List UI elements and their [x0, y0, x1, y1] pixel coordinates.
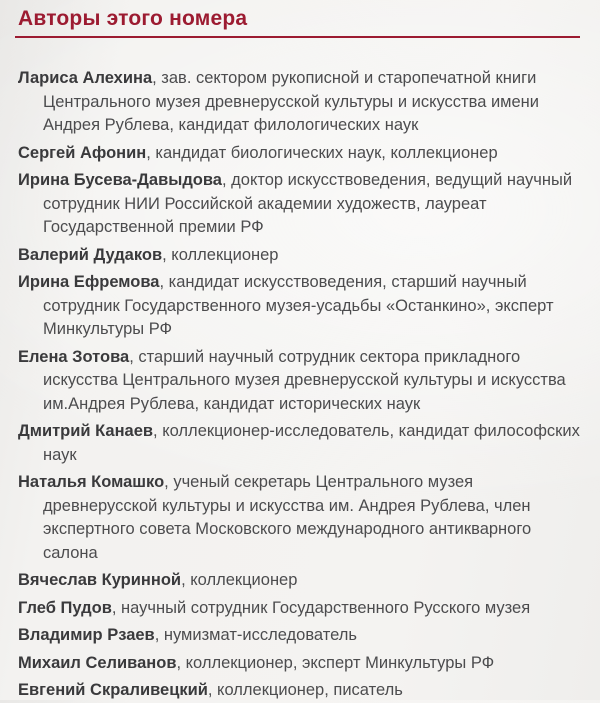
author-role: , кандидат биологических наук, коллекционер	[146, 143, 498, 162]
author-role: , старший научный сотрудник сектора прикладного искусства Центрального музея древнерусской культуры и искусства им.Андрея Рублева, кандидат исторических наук	[43, 347, 566, 413]
author-role: , ученый секретарь Центрального музея древнерусской культуры и искусства им. Андрея Рублева, член экспертного совета Московского международного антикварного салона	[43, 473, 532, 562]
author-entry	[18, 169, 580, 240]
authors-list	[15, 67, 580, 703]
author-role: , научный сотрудник Государственного Русского музея	[111, 598, 531, 617]
author-name: Владимир Рзаев	[18, 626, 155, 644]
author-role: , кандидат искусствоведения, старший научный сотрудник Государственного музея-усадьбы «Останкино», эксперт Минкультуры РФ	[43, 273, 554, 338]
author-name: Сергей Афонин	[18, 143, 147, 162]
author-role: , коллекционер, писатель	[207, 681, 403, 699]
author-role: , коллекционер	[181, 571, 298, 589]
author-entry	[18, 597, 580, 621]
author-name: Лариса Алехина	[18, 69, 153, 87]
author-name: Дмитрий Канаев	[18, 422, 154, 440]
author-entry	[18, 624, 580, 648]
author-entry	[18, 420, 580, 467]
author-entry	[18, 142, 580, 166]
author-name: Елена Зотова	[18, 347, 130, 366]
author-name: Михаил Селиванов	[18, 653, 177, 672]
author-name: Вячеслав Куринной	[18, 571, 182, 589]
author-entry	[18, 271, 580, 342]
title-rule	[15, 36, 580, 38]
author-role: , коллекционер	[162, 245, 279, 264]
author-name: Евгений Скраливецкий	[18, 681, 208, 699]
author-role: , зав. сектором рукописной и старопечатной книги Центрального музея древнерусской культуры и искусства имени Андрея Рублева, кандидат филологических наук	[43, 69, 540, 134]
author-name: Ирина Бусева-Давыдова	[18, 171, 222, 189]
author-name: Валерий Дудаков	[18, 245, 163, 264]
author-role: , доктор искусствоведения, ведущий научный сотрудник НИИ Российской академии художеств, лауреат Государственной премии РФ	[43, 171, 573, 236]
author-role: , нумизмат-исследователь	[154, 626, 357, 644]
author-entry	[18, 244, 580, 268]
author-name: Ирина Ефремова	[18, 273, 160, 291]
author-name: Наталья Комашко	[18, 473, 165, 491]
author-entry	[18, 67, 580, 138]
author-entry	[18, 471, 580, 565]
author-name: Глеб Пудов	[18, 598, 112, 617]
author-entry	[18, 679, 580, 703]
author-entry	[18, 569, 580, 593]
author-entry	[18, 652, 580, 676]
page-title: Авторы этого номера	[18, 7, 248, 30]
author-role: , коллекционер-исследователь, кандидат философских наук	[43, 422, 580, 464]
author-role: , коллекционер, эксперт Минкультуры РФ	[176, 653, 495, 672]
author-entry	[18, 346, 580, 417]
